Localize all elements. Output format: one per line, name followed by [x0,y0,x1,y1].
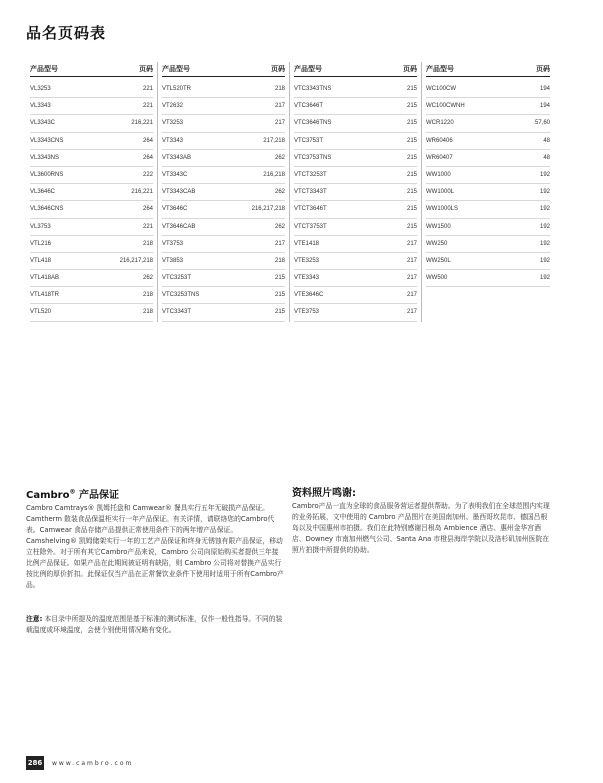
index-row [30,253,153,270]
index-row [30,150,153,167]
index-row [294,115,417,132]
index-row [294,81,417,98]
index-row [294,253,417,270]
page-ref: 218 [142,309,153,316]
page-ref: 217 [274,240,285,247]
model-number: VTL216 [30,240,52,247]
index-row [426,81,550,98]
page-ref: 215 [406,120,417,127]
model-number: VT3253 [162,120,184,127]
index-row [162,81,285,98]
page-ref: 48 [543,154,550,161]
model-number: WC100CW [426,86,457,92]
index-column [290,62,422,322]
page-ref: 215 [406,137,417,144]
index-column [422,62,554,322]
note-text: 本目录中所提及的温度范围是基于标准的测试标准，仅作一般性指导。不同的装载温度或环境温度，会使个别使用情况略有变化。 [26,615,283,634]
model-number: VTCT3253T [294,171,327,178]
index-row [162,236,285,253]
index-row [426,167,550,184]
model-number: VL3646C [30,189,56,196]
index-row [30,167,153,184]
model-number: VT3343 [162,137,184,144]
index-row [30,98,153,115]
header-divider [30,76,153,77]
model-number: WR60406 [426,137,453,144]
index-row [162,150,285,167]
index-row [294,98,417,115]
page-ref: 264 [142,206,153,213]
model-number: WW1000 [426,171,451,178]
registered-mark: ® [69,488,76,496]
page-ref: 48 [543,137,550,144]
model-number: WW250 [426,240,448,247]
page-ref: 215 [406,154,417,161]
model-number: VL3753 [30,223,51,230]
page-ref: 215 [406,103,417,110]
model-number: VTL520 [30,309,52,316]
model-number: VTE3253 [294,257,320,264]
model-number: WW1000LS [426,206,459,213]
header-page: 页码 [139,65,153,73]
model-number: VTC3753TNS [294,154,332,161]
header-divider [294,76,417,77]
model-number: VL3343CNS [30,137,64,144]
model-number: VT3343CAB [162,189,196,196]
credits-body: Cambro产品一直为全球的食品服务营运者提供帮助。为了表明我们在全球范围内实现的业务拓展，文中使用的 Cambro 产品图片在美国南加州、墨西哥坎昆市、德国吕根岛以及中国惠州市拍摄。我们在此特别感谢吕根岛 Ambience 酒店、惠州金华宫酒店、Downey 市南加州燃气公司、Santa Ana 市橙县海岸学院以及洛杉矶加州医院在照片拍摄中所提供的协助。 [292,502,550,554]
index-row [294,287,417,304]
model-number: VTE3646C [294,292,324,299]
model-number: VTL418TR [30,292,60,299]
model-number: VT3646CAB [162,223,196,230]
index-row [30,133,153,150]
index-row [162,201,285,218]
model-number: VT3753 [162,240,184,247]
page-ref: 262 [142,275,153,282]
model-number: VTL418AB [30,275,60,282]
page-ref: 222 [142,171,153,178]
page-ref: 215 [406,223,417,230]
page-ref: 262 [274,223,285,230]
index-row [426,219,550,236]
page-number: 286 [26,756,44,770]
model-number: VL3343C [30,120,56,127]
index-row [426,184,550,201]
page-ref: 218 [142,292,153,299]
note-label: 注意: [26,615,43,623]
page-ref: 218 [142,240,153,247]
index-column-header [426,62,550,76]
model-number: WR60407 [426,154,453,161]
model-number: VT3853 [162,257,184,264]
page-ref: 262 [274,154,285,161]
product-index-table [26,62,554,322]
page-ref: 217 [406,275,417,282]
index-row [426,201,550,218]
index-row [162,167,285,184]
page-ref: 217,218 [263,137,285,144]
index-row [30,236,153,253]
header-model: 产品型号 [294,65,322,73]
page-ref: 217 [406,257,417,264]
model-number: VTC3753T [294,137,324,144]
page-ref: 215 [274,309,285,316]
index-row [162,133,285,150]
page-ref: 216,217,218 [251,206,285,213]
model-number: VTCT3646T [294,206,327,213]
model-number: VTL418 [30,257,52,264]
model-number: VTE3343 [294,275,320,282]
index-row [30,219,153,236]
page-ref: 217 [274,103,285,110]
page-footer [26,756,133,770]
page-ref: 215 [274,275,285,282]
page-ref: 218 [274,86,285,92]
index-row [162,287,285,304]
model-number: VTC3253TNS [162,292,200,299]
model-number: WW250L [426,257,451,264]
page-ref: 217 [274,120,285,127]
index-row [30,115,153,132]
page-ref: 217 [406,309,417,316]
page-ref: 221 [142,86,153,92]
index-row [294,270,417,287]
index-row [426,236,550,253]
page-ref: 215 [406,86,417,92]
page-ref: 215 [406,206,417,213]
index-row [426,98,550,115]
page-ref: 221 [142,103,153,110]
warranty-title-rest: 产品保证 [75,490,119,501]
model-number: VL3343 [30,103,51,110]
index-column-header [294,62,417,76]
model-number: WC100CWNH [426,103,465,110]
index-row [294,304,417,321]
website-link[interactable]: www.cambro.com [52,759,134,767]
model-number: VTE1418 [294,240,320,247]
header-divider [162,76,285,77]
index-row [294,167,417,184]
header-model: 产品型号 [426,65,454,73]
warranty-title-brand: Cambro [26,490,70,501]
model-number: VTC3646TNS [294,120,332,127]
index-row [30,184,153,201]
index-row [294,219,417,236]
model-number: WW500 [426,275,448,282]
index-row [30,81,153,98]
model-number: VT3646C [162,206,188,213]
warranty-title [26,486,119,501]
page-ref: 215 [406,171,417,178]
index-row [162,115,285,132]
page-ref: 192 [539,275,550,282]
page-ref: 264 [142,154,153,161]
model-number: VL3253 [30,86,51,92]
model-number: VT2632 [162,103,184,110]
header-divider [426,76,550,77]
index-row [426,270,550,287]
index-row [30,304,153,321]
page-ref: 57,60 [534,120,550,127]
model-number: VL3646CNS [30,206,64,213]
index-row [426,150,550,167]
model-number: VT3343C [162,171,188,178]
index-column-header [162,62,285,76]
model-number: VTC3646T [294,103,324,110]
header-model: 产品型号 [30,65,58,73]
page-ref: 192 [539,189,550,196]
page-ref: 218 [274,257,285,264]
page-ref: 194 [539,86,550,92]
page-ref: 192 [539,223,550,230]
model-number: WCR1220 [426,120,454,127]
index-row [162,98,285,115]
model-number: WW1000L [426,189,455,196]
index-row [162,304,285,321]
index-row [294,236,417,253]
model-number: VL3600RNS [30,171,64,178]
page-ref: 192 [539,171,550,178]
index-row [294,133,417,150]
page-ref: 216,218 [263,171,285,178]
page-ref: 215 [406,189,417,196]
page-ref: 192 [539,257,550,264]
model-number: WW1500 [426,223,451,230]
page-ref: 216,221 [131,120,153,127]
index-column [26,62,158,322]
index-row [426,133,550,150]
index-row [162,219,285,236]
model-number: VTE3753 [294,309,320,316]
page-ref: 216,217,218 [119,257,153,264]
index-row [162,184,285,201]
page-ref: 194 [539,103,550,110]
index-column [158,62,290,322]
index-row [294,201,417,218]
model-number: VTCT3753T [294,223,327,230]
header-model: 产品型号 [162,65,190,73]
page-ref: 221 [142,223,153,230]
page-ref: 217 [406,292,417,299]
index-row [30,270,153,287]
header-page: 页码 [403,65,417,73]
index-column-header [30,62,153,76]
index-row [30,201,153,218]
warranty-body: Cambro Camtrays® 凯姆托盘和 Camwear® 餐具实行五年无破损产品保证。Camtherm 散装食品保温柜实行一年产品保证。有关详情，请联络您的Cambro代表。Camwear 食品存储产品提供正常使用条件下的两年增产品保证。Camshelving® 凯姆储架实行一年的工艺产品保证和终身无锈蚀有限产品保证，移动立柱除外。对于所有其它Cambro产品来说，Cambro 公司向原始购买者提供三年接比例产品保证。如果产品在此期间被证明有缺陷，则 Cambro 公司将对替换产品实行按比例的厚价折扣。此保证仅当产品在正常餐饮业条件下使用时适用于所有Cambro产品。 [26,504,284,589]
header-page: 页码 [536,65,550,73]
page-ref: 216,221 [131,189,153,196]
model-number: VT3343AB [162,154,192,161]
index-row [426,253,550,270]
header-page: 页码 [271,65,285,73]
index-row [294,150,417,167]
model-number: VTC3343TNS [294,86,332,92]
credits-title: 资料照片鸣谢: [292,488,356,499]
index-row [426,115,550,132]
model-number: VTL520TR [162,86,192,92]
page-ref: 264 [142,137,153,144]
index-row [30,287,153,304]
page-ref: 192 [539,206,550,213]
index-row [162,270,285,287]
page-ref: 215 [274,292,285,299]
warranty-note [26,614,284,636]
index-row [162,253,285,270]
model-number: VTCT3343T [294,189,327,196]
page-ref: 217 [406,240,417,247]
index-row [294,184,417,201]
model-number: VTC3343T [162,309,192,316]
page-ref: 192 [539,240,550,247]
model-number: VTC3253T [162,275,192,282]
model-number: VL3343NS [30,154,60,161]
page-ref: 262 [274,189,285,196]
page-title: 品名页码表 [26,24,107,42]
